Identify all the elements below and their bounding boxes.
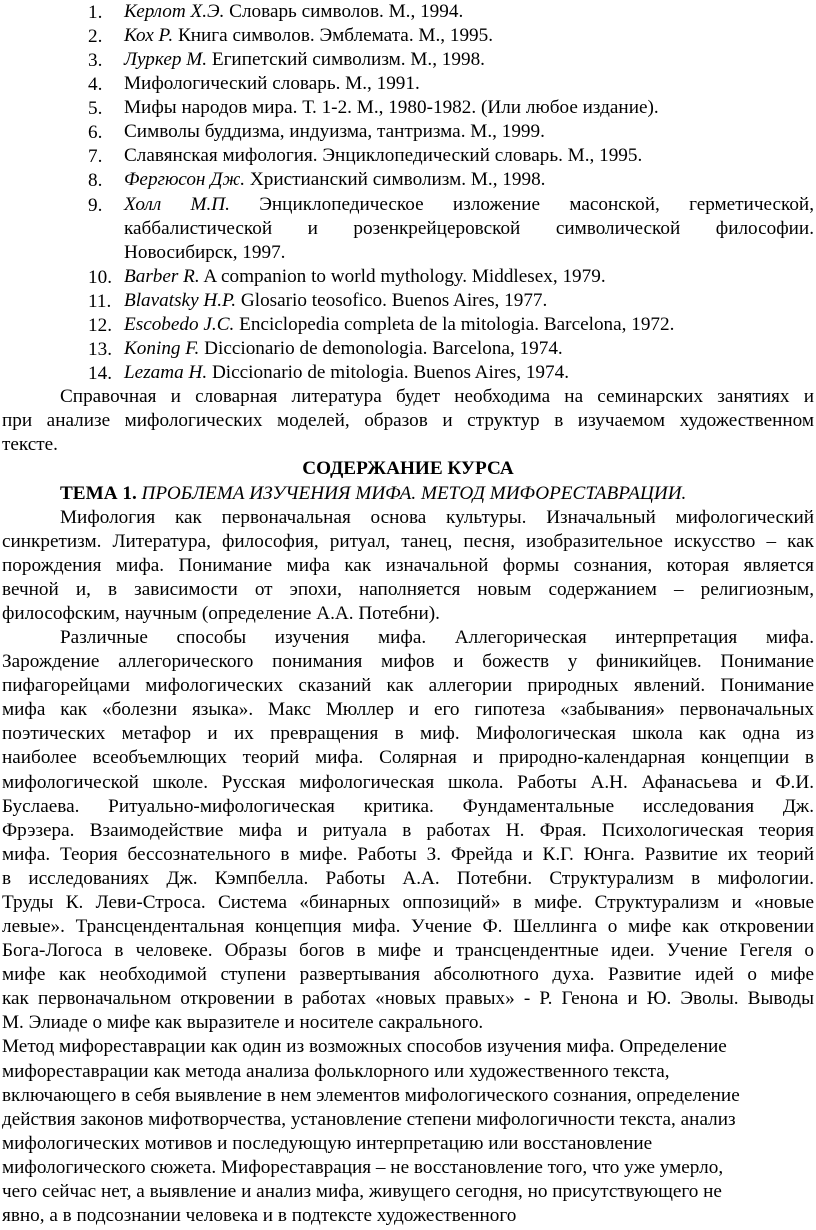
item-number: 11. <box>88 290 112 312</box>
title: Христианский символизм. М., 1998. <box>245 169 546 191</box>
title: Enciclopedia completa de la mitologia. Barcelona, 1972. <box>234 313 675 335</box>
paragraph-line: тексте. <box>2 434 58 456</box>
paragraph-line: Метод мифореставрации как один из возможных способов изучения мифа. Определение <box>2 1036 727 1058</box>
paragraph-line: мифа как «болезни языка». Макс Мюллер и его гипотеза «забывания» первоначальных <box>2 699 814 721</box>
paragraph-line: как первоначальном откровении в работах «новых правых» - Р. Генона и Ю. Эволы. Выводы <box>2 988 814 1010</box>
topic-heading <box>60 484 686 503</box>
item-number: 6. <box>88 122 103 144</box>
paragraph-line: Фрэзера. Взаимодействие мифа и ритуала в работах Н. Фрая. Психологическая теория <box>2 819 814 841</box>
title: Diccionario de mitologia. Buenos Aires, 1974. <box>207 362 569 383</box>
title: A companion to world mythology. Middlesex, 1979. <box>199 265 606 287</box>
author: Керлот Х.Э. <box>124 0 225 22</box>
title: Diccionario de demonologia. Barcelona, 1974. <box>199 338 563 359</box>
item-number: 4. <box>88 74 103 95</box>
paragraph-line: вечной и, в зависимости от эпохи, наполняется новым содержанием – религиозным, <box>2 578 814 600</box>
author: Фергюсон Дж. <box>124 169 246 191</box>
paragraph-line: Бога-Логоса в человеке. Образы богов в мифе и трансцендентные идеи. Учение Гегеля о <box>2 940 814 962</box>
paragraph-line: порождения мифа. Понимание мифа как изначальной формы сознания, которая является <box>2 554 814 576</box>
paragraph-line: Труды К. Леви-Строса. Система «бинарных оппозиций» в мифе. Структурализм и «новые <box>2 891 814 913</box>
title: Мифы народов мира. Т. 1-2. М., 1980-1982. (Или любое издание). <box>124 97 659 119</box>
title: Энциклопедическое изложение масонской, герметической, <box>229 193 814 215</box>
title-continued: Новосибирск, 1997. <box>124 241 286 263</box>
author: Lezama H. <box>124 362 208 383</box>
course-heading: СОДЕРЖАНИЕ КУРСА <box>302 458 514 480</box>
title-continued: каббалистической и розенкрейцеровской символической философии. <box>124 217 814 239</box>
title: Славянская мифология. Энциклопедический словарь. М., 1995. <box>124 145 643 167</box>
author: Холл М.П. <box>124 193 230 215</box>
paragraph-line: пифагорейцами мифологических сказаний как аллегории природных явлений. Понимание <box>2 675 814 697</box>
author: Луркер М. <box>124 49 208 70</box>
title: Книга символов. Эмблемата. М., 1995. <box>173 24 494 46</box>
item-number: 8. <box>88 170 103 192</box>
paragraph-line: наиболее всеобъемлющих теорий мифа. Солярная и природно-календарная концепции в <box>2 747 814 769</box>
title: Символы буддизма, индуизма, тантризма. М., 1999. <box>124 121 545 143</box>
paragraph-line: Различные способы изучения мифа. Аллегорическая интерпретация мифа. <box>60 627 814 648</box>
paragraph-line: мифологического сюжета. Мифореставрация – не восстановление того, что уже умерло, <box>2 1156 724 1178</box>
topic-label: ТЕМА 1. <box>60 482 137 504</box>
title: Мифологический словарь. М., 1991. <box>124 73 420 94</box>
paragraph-line: Справочная и словарная литература будет необходима на семинарских занятиях и <box>60 386 814 408</box>
paragraph-line: Зарождение аллегорического понимания мифов и божеств у финикийцев. Понимание <box>2 651 814 673</box>
item-number: 13. <box>88 339 112 360</box>
paragraph-line: при анализе мифологических моделей, образов и структур в изучаемом художественном <box>2 410 814 432</box>
paragraph-line: мифологической школе. Русская мифологическая школа. Работы А.Н. Афанасьева и Ф.И. <box>2 771 814 793</box>
title: Египетский символизм. М., 1998. <box>207 49 485 70</box>
author: Koning F. <box>124 338 200 359</box>
item-number: 10. <box>88 266 112 288</box>
author: Escobedo J.C. <box>124 313 235 335</box>
paragraph-line: действия законов мифотворчества, установление степени мифологичности текста, анализ <box>2 1108 736 1130</box>
paragraph-line: левые». Трансцендентальная концепция мифа. Учение Ф. Шеллинга о мифе как откровении <box>2 916 814 937</box>
item-number: 12. <box>88 314 112 336</box>
author: Blavatsky H.P. <box>124 289 237 311</box>
paragraph-line: включающего в себя выявление в нем элементов мифологического сознания, определение <box>2 1084 740 1106</box>
paragraph-line: Мифология как первоначальная основа культуры. Изначальный мифологический <box>60 506 814 528</box>
topic-title: ПРОБЛЕМА ИЗУЧЕНИЯ МИФА. МЕТОД МИФОРЕСТАВРАЦИИ. <box>141 482 687 504</box>
paragraph-line: Буслаева. Ритуально-мифологическая критика. Фундаментальные исследования Дж. <box>2 795 814 817</box>
paragraph-line: М. Элиаде о мифе как выразителе и носителе сакрального. <box>2 1012 484 1034</box>
author: Кох Р. <box>124 24 174 46</box>
paragraph-line: мифе как необходимой ступени развертывания абсолютного духа. Развитие идей о мифе <box>2 964 814 986</box>
title: Glosario teosofico. Buenos Aires, 1977. <box>236 289 548 311</box>
paragraph-line: мифологических мотивов и последующую интерпретацию или восстановление <box>2 1132 653 1154</box>
paragraph-line: синкретизм. Литература, философия, ритуал, танец, песня, изобразительное искусство – как <box>2 530 814 552</box>
item-number: 5. <box>88 98 103 120</box>
paragraph-line: явно, а в подсознании человека и в подтексте художественного <box>2 1205 517 1226</box>
item-number: 2. <box>88 25 103 47</box>
author: Barber R. <box>124 265 200 287</box>
paragraph-line: философским, научным (определение А.А. Потебни). <box>2 602 440 624</box>
item-number: 7. <box>88 146 103 168</box>
title: Словарь символов. М., 1994. <box>224 0 464 22</box>
paragraph-line: чего сейчас нет, а выявление и анализ мифа, живущего сегодня, но присутствующего не <box>2 1180 722 1202</box>
paragraph-line: в исследованиях Дж. Кэмпбелла. Работы А.А. Потебни. Структурализм в мифологии. <box>2 867 814 889</box>
item-number: 14. <box>88 363 112 384</box>
item-number: 9. <box>88 194 103 216</box>
paragraph-line: мифореставрации как метода анализа фольклорного или художественного текста, <box>2 1060 670 1082</box>
item-number: 1. <box>88 1 103 23</box>
paragraph-line: мифа. Теория бессознательного в мифе. Работы З. Фрейда и К.Г. Юнга. Развитие их теорий <box>2 843 814 865</box>
item-number: 3. <box>88 50 103 71</box>
paragraph-line: поэтических метафор и их превращения в миф. Мифологическая школа как одна из <box>2 723 814 745</box>
